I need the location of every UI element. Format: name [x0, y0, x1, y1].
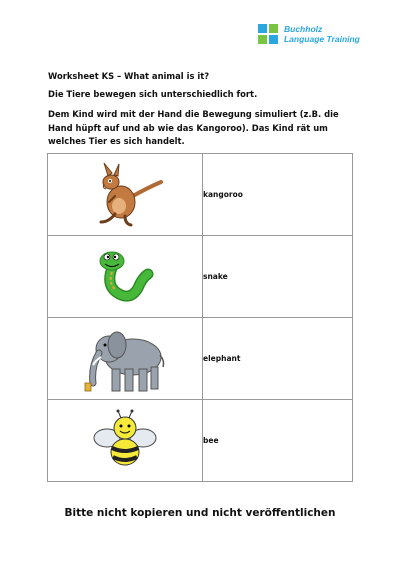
elephant-illustration: [81, 321, 169, 397]
copyright-notice: Bitte nicht kopieren und nicht veröffentlichen: [64, 507, 336, 519]
logo-line-1: Buchholz: [284, 24, 323, 34]
logo-line-2: Language Training: [284, 34, 360, 44]
table-row: [48, 318, 353, 400]
animal-label: kangoroo: [203, 154, 353, 236]
animal-label: elephant: [203, 318, 353, 400]
animal-label: snake: [203, 236, 353, 318]
picture-cell: [48, 318, 203, 400]
worksheet-title: Worksheet KS – What animal is it?: [48, 71, 210, 81]
logo-text: [284, 24, 360, 44]
table-row: [48, 236, 353, 318]
table-row: [48, 154, 353, 236]
logo-squares-icon: [258, 24, 278, 44]
snake-illustration: [90, 244, 160, 310]
table-row: [48, 400, 353, 482]
intro-line: Die Tiere bewegen sich unterschiedlich fort.: [48, 89, 258, 99]
picture-cell: [48, 154, 203, 236]
instructions-paragraph: Dem Kind wird mit der Hand die Bewegung simuliert (z.B. die Hand hüpft auf und ab wie das Kangoroo). Das Kind rät um welches Tier es sich handelt.: [48, 109, 339, 146]
bee-illustration: [87, 408, 163, 474]
animal-table: [47, 153, 353, 482]
animal-label: bee: [203, 400, 353, 482]
brand-logo: [258, 24, 360, 44]
picture-cell: [48, 236, 203, 318]
picture-cell: [48, 400, 203, 482]
kangaroo-illustration: [85, 162, 165, 228]
